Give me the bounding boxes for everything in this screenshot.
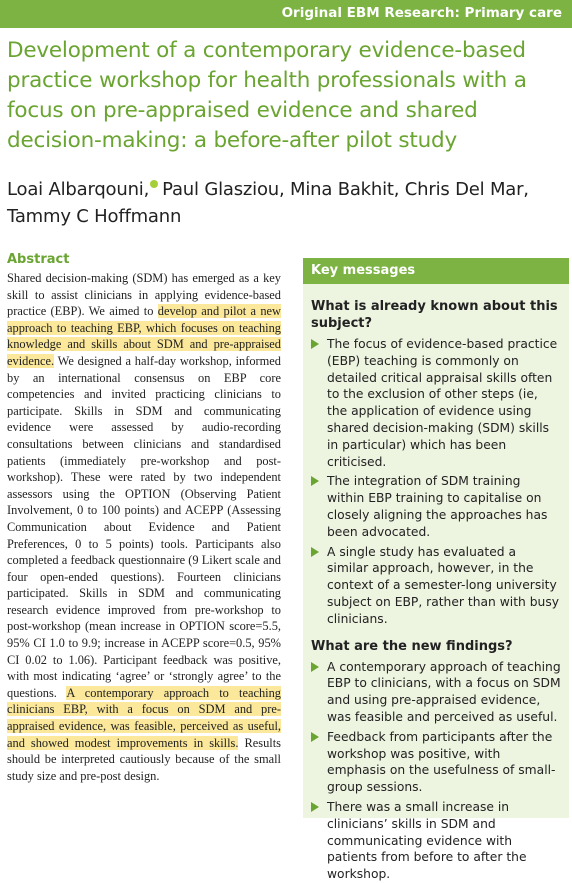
abstract-highlight-aim: develop and pilot a new approach to teaching EBP, which focuses on teaching knowledge and skills about SDM and pre-appraised evidence. [7,304,281,368]
author-list [7,176,567,230]
list-item: The integration of SDM training within EBP training to capitalise on closely aligning the approaches has been advocated. [327,473,561,540]
known-heading: What is already known about this subject? [311,299,558,331]
list-item: A contemporary approach of teaching EBP to clinicians, with a focus on SDM and using pre-appraised evidence, was feasible and perceived as useful. [327,659,561,726]
abstract-text-3: Results should be interpreted cautiously because of the small study size and pre-post design. [7,735,281,783]
triangle-bullet-icon [311,476,319,486]
article-title: Development of a contemporary evidence-based practice workshop for health professionals with a focus on pre-appraised evidence and shared decision-making: a before-after pilot study [7,38,527,153]
key-messages-header: Key messages [303,258,569,284]
list-item: Feedback from participants after the workshop was positive, with emphasis on the usefulness of small-group sessions. [327,729,561,796]
abstract-highlight-conclusion: A contemporary approach to teaching clinicians EBP, with a focus on SDM and pre-appraised evidence, was feasible, perceived as useful, and showed modest improvements in skills. [7,685,281,750]
abstract-heading: Abstract [7,252,70,267]
abstract-text-1: Shared decision-making (SDM) has emerged as a key skill to assist clinicians in applying evidence-based practice (EBP). We aimed to [7,271,281,319]
author-first: Loai Albarqouni, [7,179,150,200]
triangle-bullet-icon [311,662,319,672]
list-item: A single study has evaluated a similar approach, however, in the context of a semester-long university subject on EBP, rather than with busy clinicians. [327,544,561,628]
section-label: Original EBM Research: Primary care [281,5,562,21]
triangle-bullet-icon [311,547,319,557]
triangle-bullet-icon [311,802,319,812]
triangle-bullet-icon [311,732,319,742]
orcid-icon[interactable] [150,180,158,188]
section-banner [0,0,572,28]
list-item: There was a small increase in clinicians’ skills in SDM and communicating evidence with patients from before to after the workshop. [327,799,561,883]
abstract-text-2: We designed a half-day workshop, informed by an international consensus on EBP core competencies and invited practicing clinicians to participate. Skills in SDM and communicating evidence were assessed by audio-recording consultations between clinicians and standardised patients (immediately pre-workshop and post-workshop). These were rated by two independent assessors using the OPTION (Observing Patient Involvement, 0 to 100 points) and ACEPP (Assessing Communication about Evidence and Patient Preferences, 0 to 5 points) tools. Participants also completed a feedback questionnaire (9 Likert scale and four open-ended questions). Fourteen clinicians participated. Skills in SDM and communicating research evidence improved from pre-workshop to post-workshop (mean increase in OPTION score=5.5, 95% CI 1.0 to 9.9; increase in ACEPP score=0.5, 95% CI 0.02 to 1.06). Participant feedback was positive, with most indicating ‘agree’ or ‘strongly agree’ to the questions. [7,353,281,700]
findings-list [303,659,569,883]
triangle-bullet-icon [311,339,319,349]
list-item: The focus of evidence-based practice (EBP) teaching is commonly on detailed critical appraisal skills often to the exclusion of other steps (ie, the application of evidence using shared decision-making (SDM) skills in particular) which has been criticised. [327,336,561,470]
known-list [303,336,569,628]
author-rest: Paul Glasziou, Mina Bakhit, Chris Del Mar, Tammy C Hoffmann [7,179,529,227]
key-messages-box [303,258,569,882]
findings-heading: What are the new findings? [311,638,513,654]
abstract-body [7,270,281,784]
